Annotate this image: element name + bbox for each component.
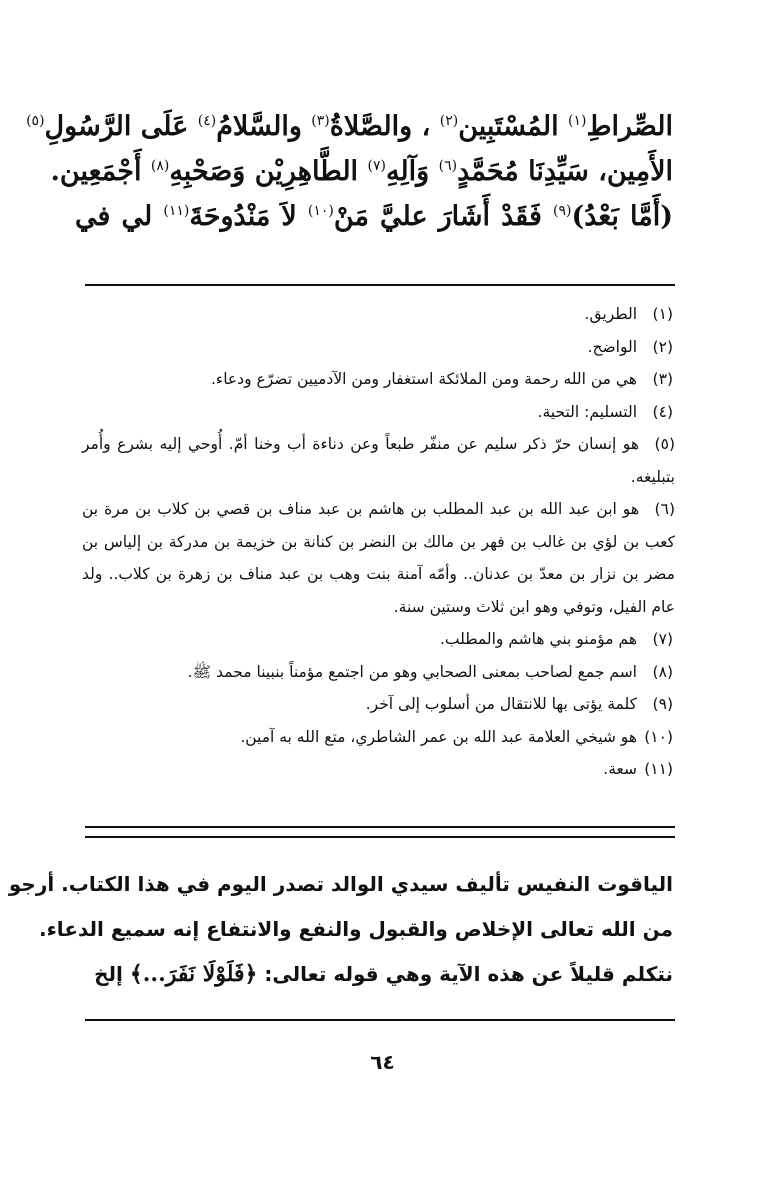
footnote-text: سعة. [603,760,637,778]
footnote-number: (١) [652,305,673,323]
footnote-item [82,623,675,656]
footnote-ref: (٢) [439,113,459,129]
footnote-item [82,428,675,493]
footnote-ref: (١٠) [307,203,334,219]
continuation-line: الياقوت النفيس تأليف سيدي الوالد تصدر اليوم في هذا الكتاب. أرجو [8,872,673,896]
footnote-item [82,363,675,396]
bottom-rule [85,1019,675,1021]
main-word: لاَ مَنْدُوحَةَ [189,201,297,232]
main-word: وَآلِهِ [385,156,430,187]
main-text-line [26,104,673,149]
footnote-text: اسم جمع لصاحب بمعنى الصحابي وهو من اجتمع مؤمناً بنبينا محمد ﷺ. [187,662,637,681]
main-word: والسَّلامُ [216,111,302,142]
footnote-number: (١١) [644,760,673,778]
footnote-item [82,493,675,623]
footnote-item [82,331,675,364]
footnote-number: (٤) [652,402,673,421]
footnote-item [82,298,675,331]
quran-verse: ﴿فَلَوْلَا نَفَرَ...﴾ [129,961,258,987]
footnote-number: (٣) [652,370,673,388]
footnote-text: كلمة يؤتى بها للانتقال من أسلوب إلى آخر. [365,695,637,713]
main-word: الصِّراطِ [586,111,673,142]
main-word: فَقَدْ أَشَارَ عليَّ مَنْ [333,201,542,232]
main-word: ، والصَّلاةُ [329,111,431,142]
footnote-separator [85,284,675,286]
footnote-text: هو ابن عبد الله بن عبد المطلب بن هاشم بن عبد مناف بن قصي بن كلاب بن مرة بن كعب بن لؤي بن غالب بن فهر بن مالك بن النضر بن كنانة بن خزيمة بن مدركة بن إلياس بن مضر بن نزار بن معدّ بن عدنان.. وأمّه آمنة بنت وهب بن عبد مناف بن زهرة بن كلاب.. ولد عام الفيل، وتوفي وهو ابن ثلاث وستين سنة. [82,500,675,616]
footnote-number: (٢) [652,337,673,356]
footnote-number: (١٠) [644,727,673,746]
footnote-text: الواضح. [587,337,637,356]
page-number: ٦٤ [370,1050,395,1074]
footnote-number: (٨) [652,662,673,681]
continuation-phrase: إلخ [94,962,123,986]
main-text-block [26,104,673,239]
continuation-text-block [8,862,673,997]
section-separator-lower [85,836,675,838]
main-word: الأَمِين، سَيِّدِنَا مُحَمَّدٍ [457,156,673,187]
section-separator-upper [85,826,675,828]
footnote-ref: (٧) [367,158,386,174]
footnote-ref: (١) [568,113,587,129]
footnote-number: (٧) [652,630,673,648]
footnote-text: هو إنسان حرّ ذكر سليم عن منفّر طبعاً وعن دناءة أب وخنا أمّ. أُوحي إليه بشرع وأُمر بتبليغه. [82,435,675,486]
footnote-ref: (٨) [150,158,170,174]
footnote-ref: (١١) [163,203,190,219]
footnote-item [82,396,675,429]
main-text-line [50,149,673,194]
main-word: أَجْمَعِين. [50,156,142,187]
footnote-ref: (٩) [552,203,572,219]
footnote-number: (٩) [652,695,673,713]
footnote-ref: (٥) [26,113,45,129]
footnote-ref: (٣) [311,113,330,129]
footnote-text: الطريق. [584,305,637,323]
footnote-text: هي من الله رحمة ومن الملائكة استغفار ومن الآدميين تضرّع ودعاء. [210,370,637,388]
continuation-phrase: نتكلم قليلاً عن هذه الآية وهي قوله تعالى: [264,962,673,986]
footnotes-list [82,298,675,786]
footnote-text: هو شيخي العلامة عبد الله بن عمر الشاطري، متع الله به آمين. [240,727,637,746]
footnote-item [82,688,675,721]
footnote-ref: (٤) [197,113,217,129]
main-text-line [75,194,673,239]
footnote-number: (٥) [654,435,675,453]
main-word: الطَّاهِرِيْن وَصَحْبِهِ [169,156,359,187]
footnote-text: التسليم: التحية. [537,402,637,421]
footnote-text: هم مؤمنو بني هاشم والمطلب. [439,630,637,648]
main-word: لي في [75,201,153,232]
continuation-line [75,952,673,997]
continuation-line: من الله تعالى الإخلاص والقبول والنفع والانتفاع إنه سميع الدعاء. [38,917,673,941]
footnote-item [82,721,675,754]
main-word: المُسْتَبِين [458,111,559,142]
footnote-item [82,656,675,689]
main-word: عَلَى الرَّسُولِ [44,111,189,142]
footnote-number: (٦) [654,500,675,518]
main-word: (أَمَّا بَعْدُ) [571,201,673,232]
footnote-item [82,753,675,786]
footnote-ref: (٦) [438,158,458,174]
